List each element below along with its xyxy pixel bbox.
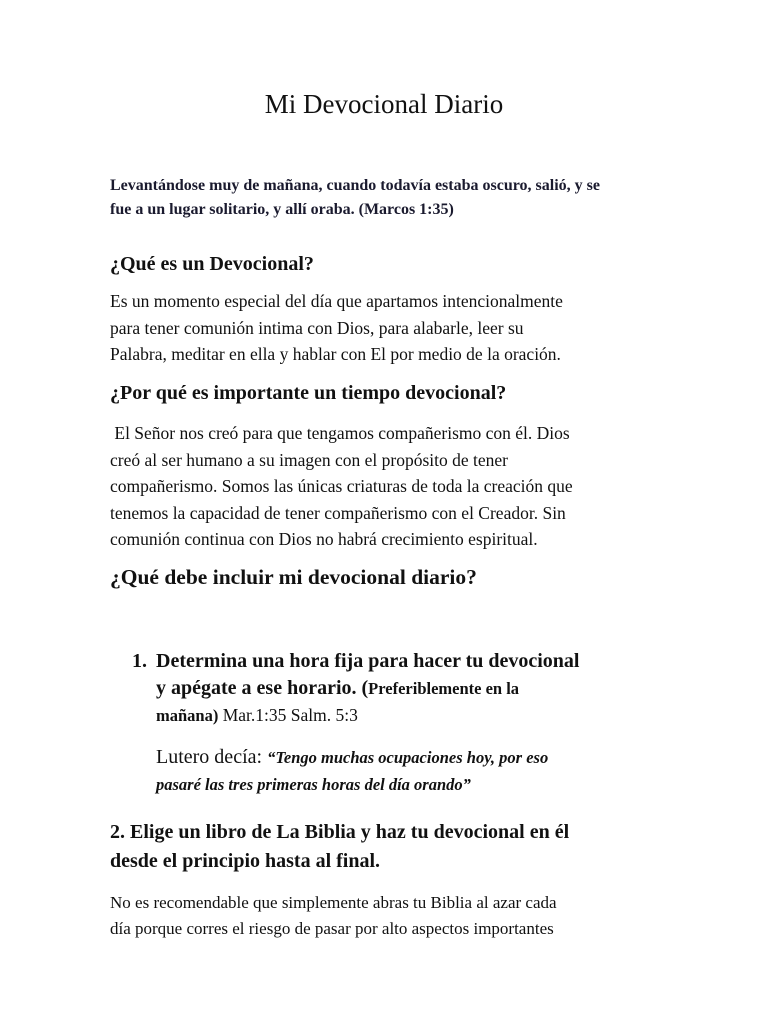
quote-lead: Lutero decía: (156, 746, 268, 768)
list-item-text: y apégate a ese horario. ( (156, 677, 369, 699)
paragraph-line: día porque corres el riesgo de pasar por alto aspectos importantes (110, 919, 554, 938)
closing-paragraph (110, 890, 670, 942)
section-heading-why-important: ¿Por qué es importante un tiempo devocional? (110, 382, 507, 404)
paragraph-line: para tener comunión intima con Dios, para alabarle, leer su (110, 317, 524, 338)
verse-line: Levantándose muy de mañana, cuando todavía estaba oscuro, salió, y se (110, 177, 600, 194)
quote-line (156, 744, 676, 771)
list-item-note: Preferiblemente en la (368, 679, 520, 698)
list-item-line: desde el principio hasta al final. (110, 850, 381, 872)
paragraph-line: compañerismo. Somos las únicas criaturas de toda la creación que (110, 476, 573, 496)
paragraph-line: creó al ser humano a su imagen con el propósito de tener (110, 449, 508, 470)
paragraph-line: comunión continua con Dios no habrá crecimiento espiritual. (110, 529, 538, 549)
section-paragraph-why-important (110, 420, 670, 553)
section-heading-what-is: ¿Qué es un Devocional? (110, 253, 314, 275)
paragraph-line: El Señor nos creó para que tengamos compañerismo con él. Dios (110, 423, 570, 443)
page-title: Mi Devocional Diario (264, 89, 504, 119)
opening-verse (110, 174, 670, 222)
quote-text: pasaré las tres primeras horas del día orando” (156, 775, 471, 794)
luther-quote (156, 744, 676, 798)
scripture-reference: Mar.1:35 Salm. 5:3 (218, 705, 358, 725)
list-item-note: mañana) (156, 706, 219, 725)
paragraph-line: Palabra, meditar en ella y hablar con El por medio de la oración. (110, 344, 561, 364)
section-heading-what-include: ¿Qué debe incluir mi devocional diario? (110, 565, 477, 589)
list-item-number: 1. (132, 650, 147, 672)
list-item-line (156, 675, 676, 702)
list-item-1 (156, 648, 676, 729)
verse-line: fue a un lugar solitario, y allí oraba. (Marcos 1:35) (110, 201, 454, 218)
section-paragraph-what-is (110, 288, 670, 368)
list-item-line (156, 702, 676, 729)
list-item-line: 2. Elige un libro de La Biblia y haz tu devocional en él (110, 821, 570, 843)
paragraph-line: Es un momento especial del día que apartamos intencionalmente (110, 291, 563, 311)
quote-text: “Tengo muchas ocupaciones hoy, por eso (267, 748, 549, 767)
paragraph-line: tenemos la capacidad de tener compañerismo con el Creador. Sin (110, 502, 566, 523)
list-item-line: Determina una hora fija para hacer tu devocional (156, 650, 580, 672)
list-item-2 (110, 818, 690, 876)
paragraph-line: No es recomendable que simplemente abras tu Biblia al azar cada (110, 893, 557, 912)
